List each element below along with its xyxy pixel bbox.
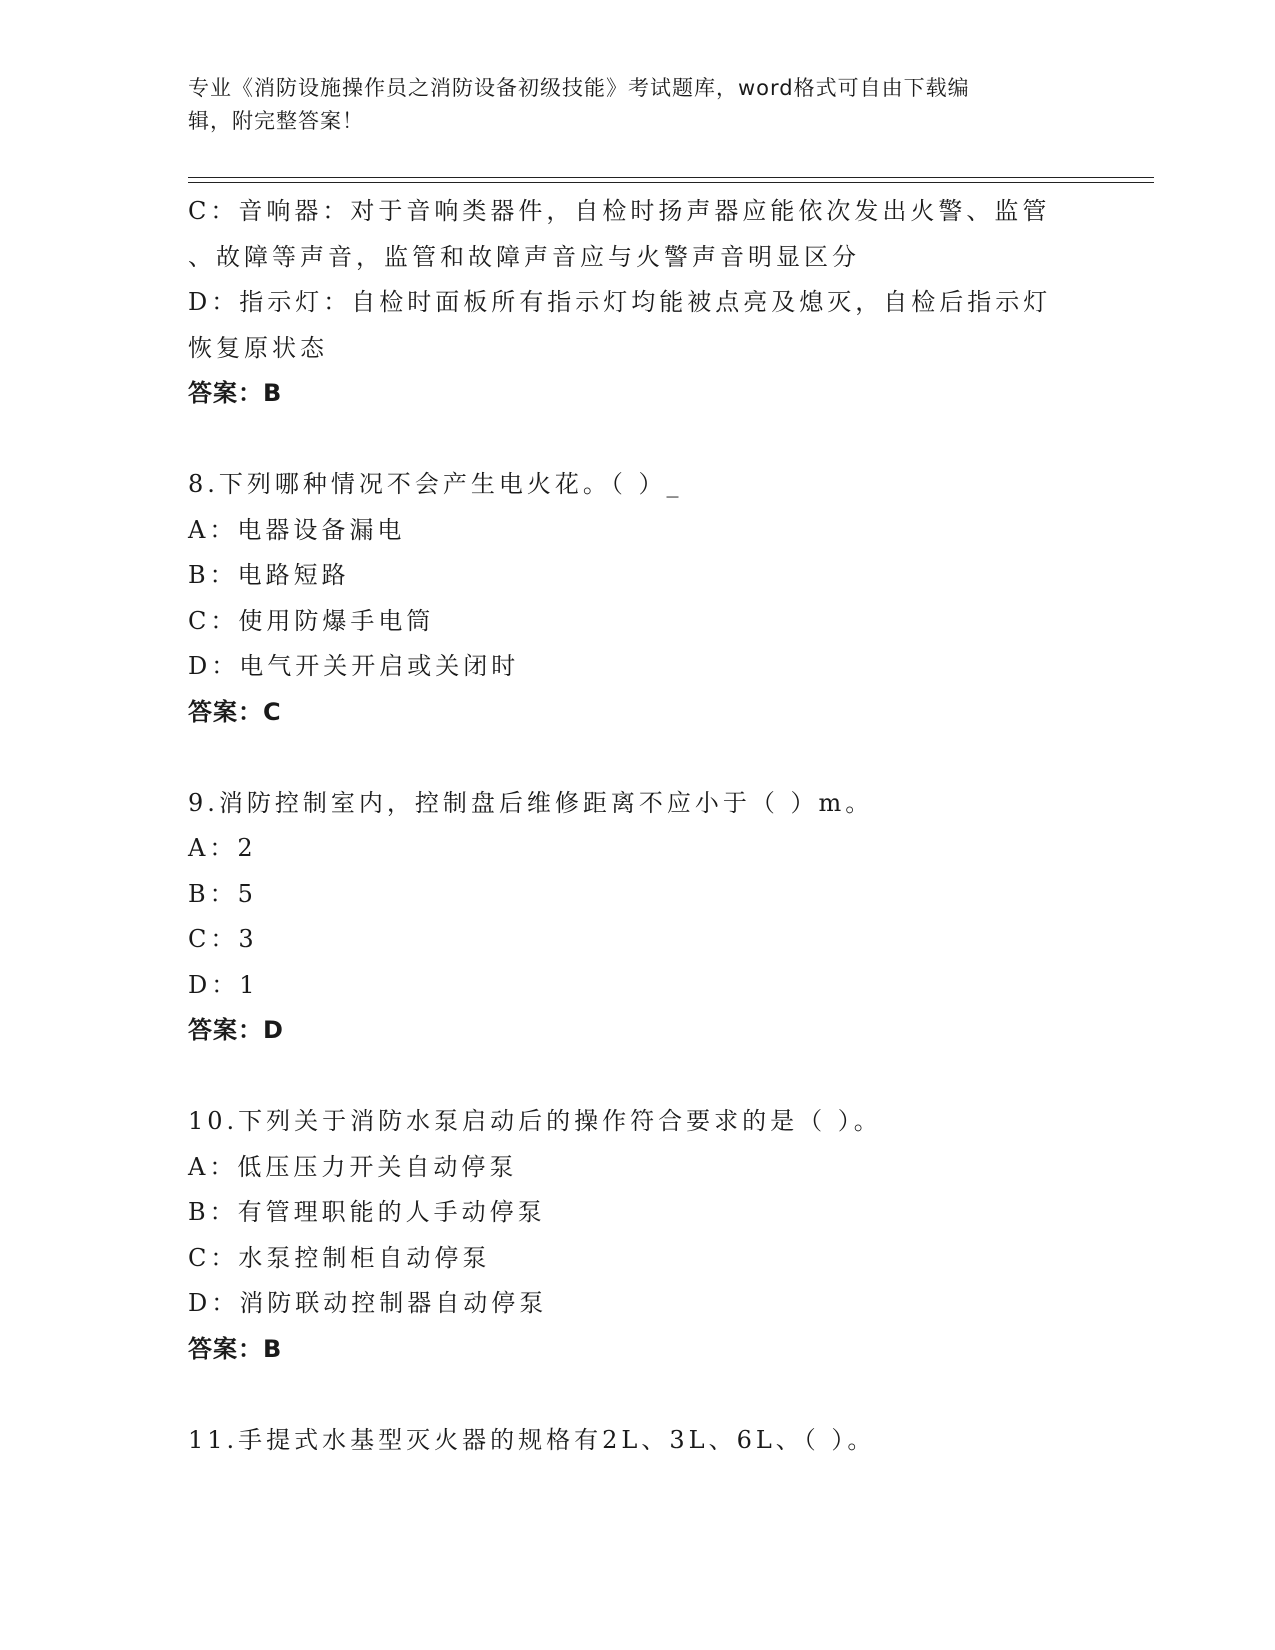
question-stem: 9.消防控制室内，控制盘后维修距离不应小于（ ）m。 (188, 788, 874, 817)
question-answer: 答案：C (188, 697, 282, 726)
spacer (188, 1372, 1088, 1418)
spacer (188, 417, 1088, 463)
question-answer: 答案：B (188, 1334, 283, 1363)
option-c: C：使用防爆手电筒 (188, 606, 435, 635)
option-a: A：电器设备漏电 (188, 515, 406, 544)
question-stem: 8.下列哪种情况不会产生电火花。（ ）_ (188, 470, 683, 498)
question-content (188, 189, 1088, 1463)
question-10 (188, 1099, 1088, 1372)
spacer (188, 1054, 1088, 1100)
option-c: C：水泵控制柜自动停泵 (188, 1243, 491, 1272)
option-d-line-2: 恢复原状态 (188, 333, 328, 362)
option-a: A：低压压力开关自动停泵 (188, 1152, 518, 1181)
question-8 (188, 462, 1088, 735)
question-7-answer: 答案：B (188, 379, 283, 407)
option-d: D：1 (188, 970, 259, 999)
question-stem: 11.手提式水基型灭火器的规格有2L、3L、6L、（ ）。 (188, 1425, 876, 1454)
spacer (188, 735, 1088, 781)
option-d: D：电气开关开启或关闭时 (188, 652, 520, 680)
header-line-1: 专业《消防设施操作员之消防设备初级技能》考试题库，word格式可自由下载编 (188, 76, 970, 100)
option-b: B：电路短路 (188, 561, 350, 589)
question-7-continuation (188, 189, 1088, 417)
option-c-line-1: C：音响器：对于音响类器件，自检时扬声器应能依次发出火警、监管 (188, 197, 1051, 225)
option-c: C：3 (188, 925, 258, 953)
header-rule-top (188, 177, 1154, 178)
question-11 (188, 1418, 1088, 1464)
question-stem: 10.下列关于消防水泵启动后的操作符合要求的是（ ）。 (188, 1107, 882, 1135)
option-d: D：消防联动控制器自动停泵 (188, 1289, 548, 1317)
header-line-2: 辑，附完整答案！ (188, 109, 364, 133)
option-b: B：5 (188, 879, 257, 908)
option-d-line-1: D：指示灯：自检时面板所有指示灯均能被点亮及熄灭，自检后指示灯 (188, 288, 1052, 316)
option-b: B：有管理职能的人手动停泵 (188, 1198, 546, 1226)
document-header (188, 72, 1068, 138)
header-rule-bottom (188, 182, 1154, 183)
option-a: A：2 (188, 834, 257, 862)
option-c-line-2: 、故障等声音，监管和故障声音应与火警声音明显区分 (188, 242, 860, 271)
question-answer: 答案：D (188, 1016, 284, 1044)
question-9 (188, 781, 1088, 1054)
